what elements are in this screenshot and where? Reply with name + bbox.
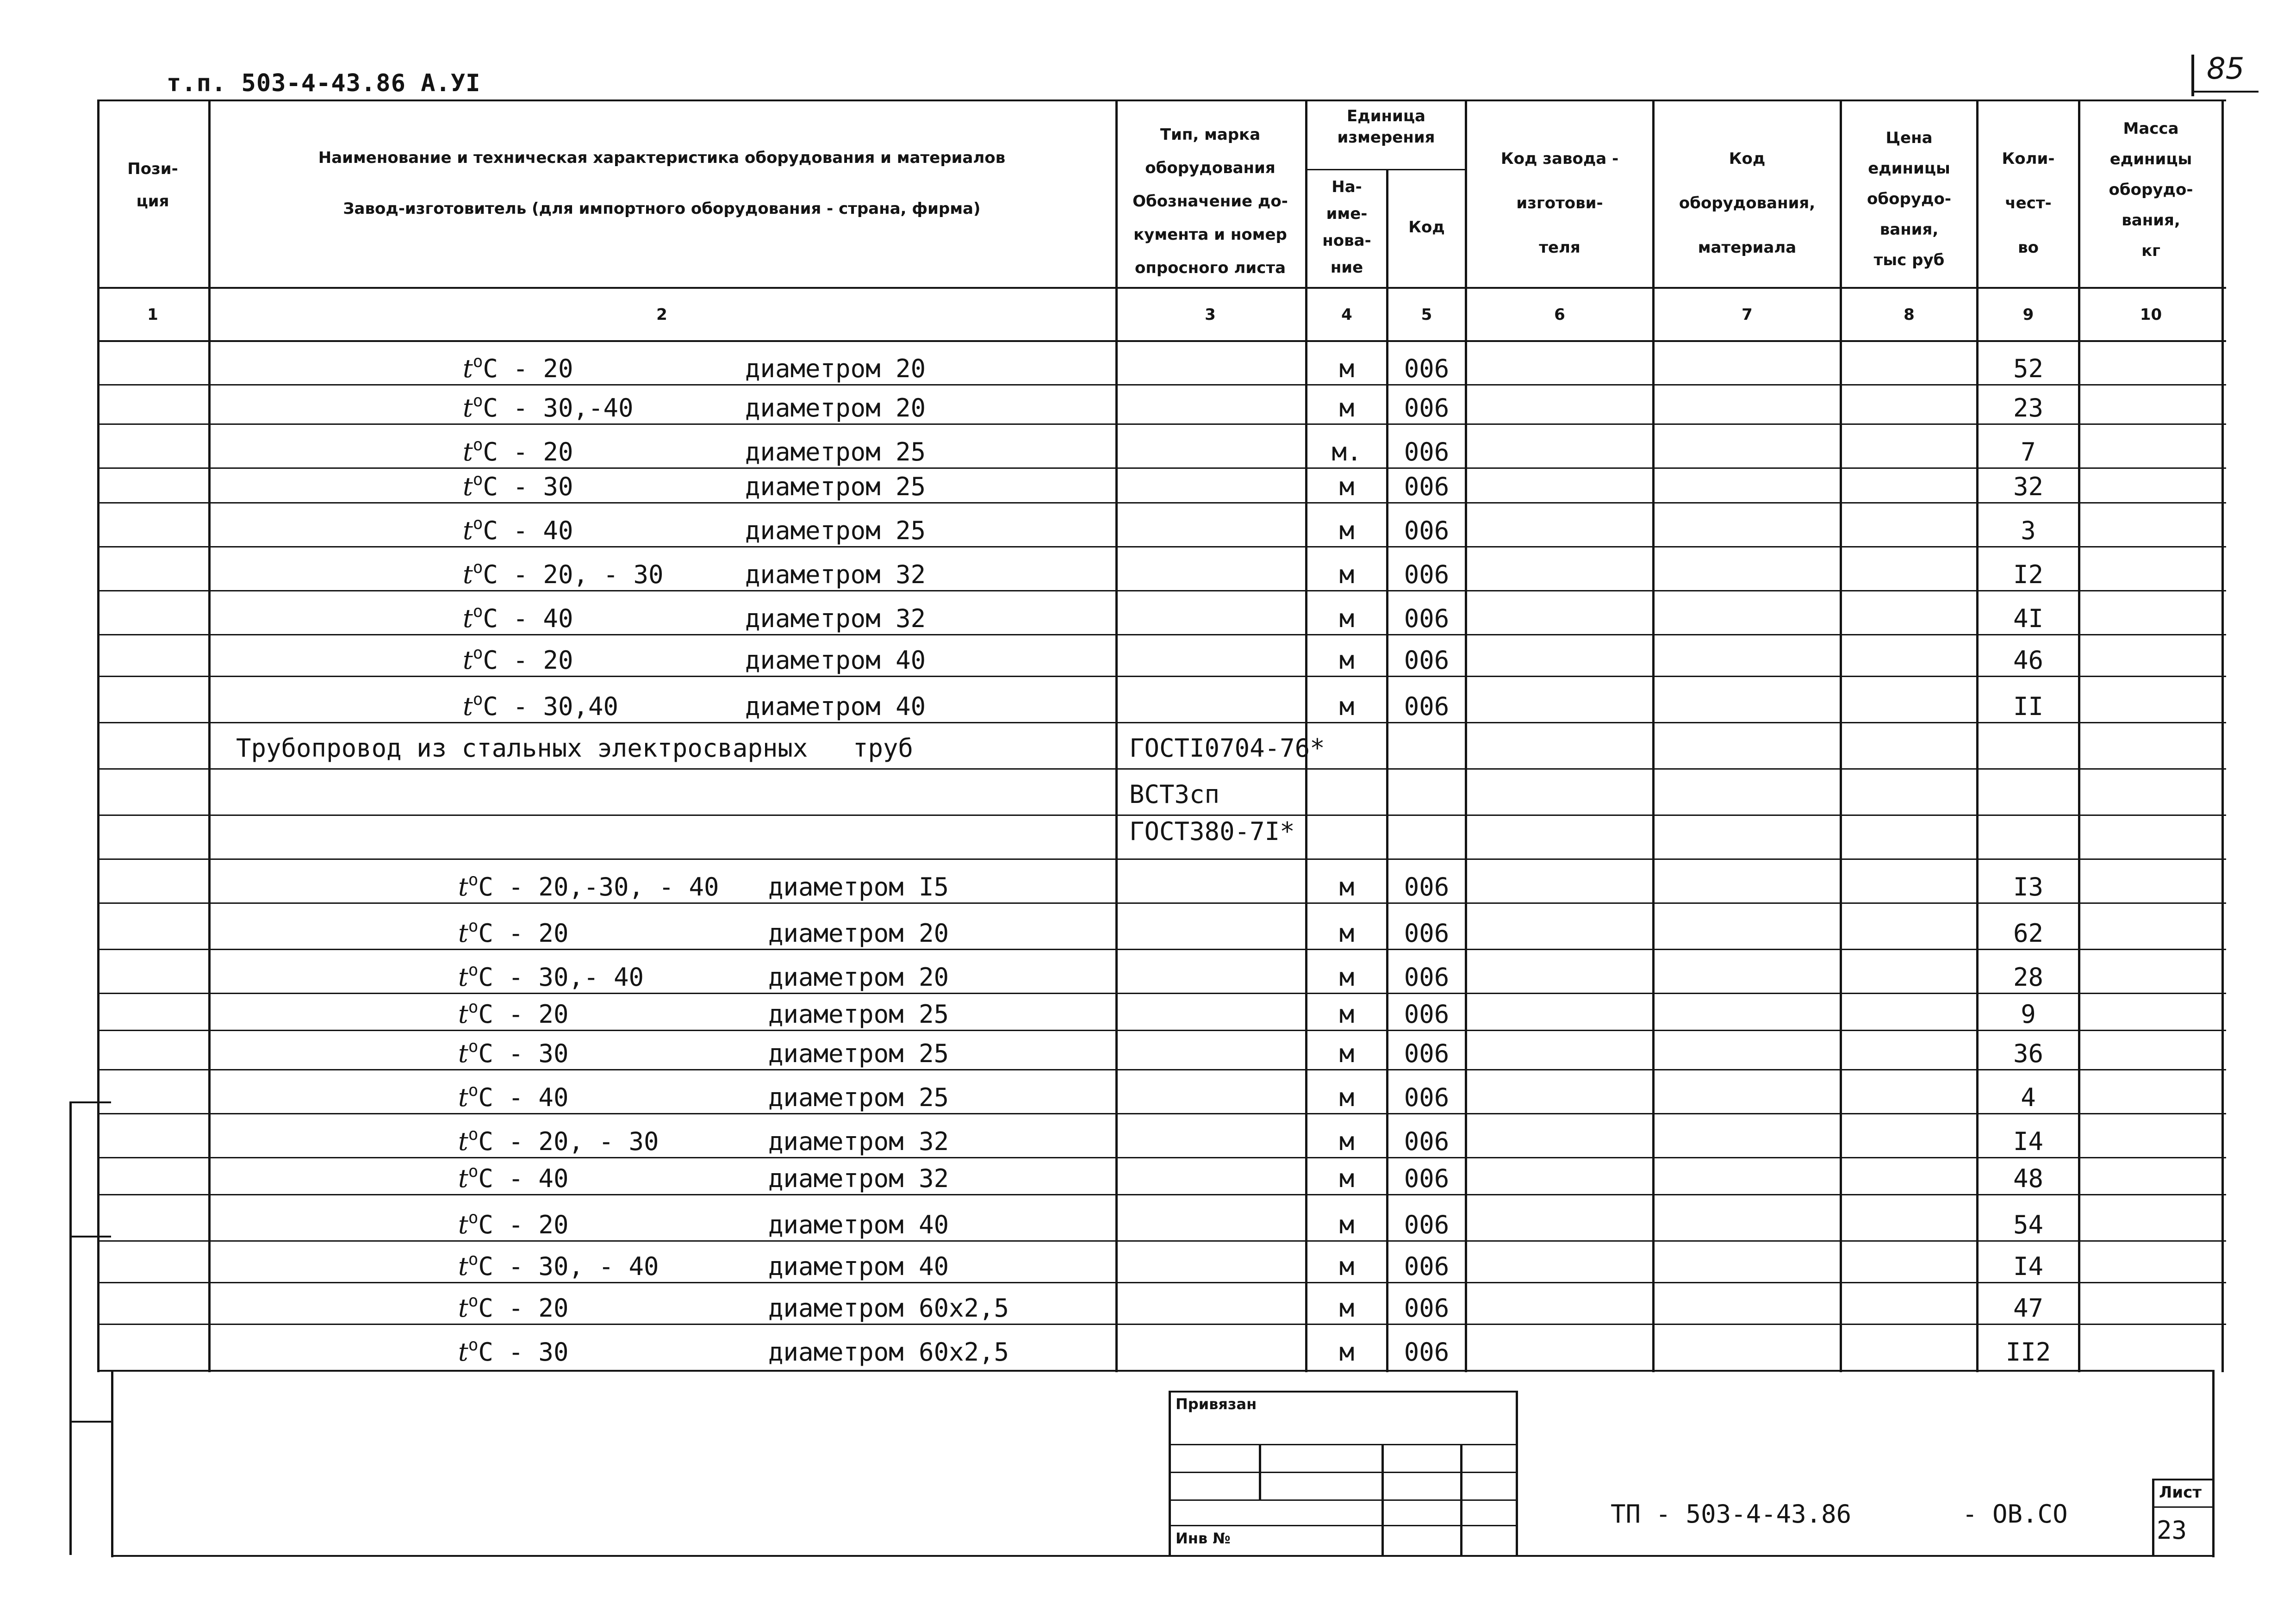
pipe-temperature-1 — [463, 392, 634, 423]
pipe2-quantity-6: I4 — [2013, 1127, 2044, 1156]
row-divider — [97, 590, 2226, 591]
pipe2-unit-name-1: м — [1339, 919, 1355, 948]
col-border-7 — [1840, 99, 1842, 1372]
pipe2-unit-code-7: 006 — [1404, 1164, 1450, 1193]
degree-sign: o — [473, 602, 483, 621]
table-bottom-border — [97, 1370, 2212, 1372]
unit-code-7: 006 — [1404, 646, 1450, 675]
temp-value: C - 40 — [483, 516, 573, 545]
sheet-label: Лист — [2159, 1483, 2202, 1502]
table-top-border — [97, 99, 2226, 101]
quantity-1: 23 — [2013, 393, 2044, 423]
col-border-5 — [1465, 99, 1467, 1372]
header-position: Пози- ция — [127, 160, 178, 211]
pipe2-quantity-9: I4 — [2013, 1252, 2044, 1281]
row-divider — [97, 1069, 2226, 1070]
colnum-5: 5 — [1421, 305, 1432, 324]
pipe2-diameter-1: диаметром 20 — [768, 919, 949, 948]
colnum-7: 7 — [1742, 305, 1753, 324]
colnum-9: 9 — [2022, 305, 2034, 324]
pipe2-quantity-1: 62 — [2013, 919, 2044, 948]
pipe2-temperature-11 — [458, 1336, 569, 1367]
section-doc-2: ВСТ3сп — [1129, 780, 1220, 809]
header-bottom-border — [97, 287, 2226, 289]
degree-sign: o — [468, 961, 479, 980]
row-divider — [97, 1030, 2226, 1031]
temp-value: C - 40 — [478, 1083, 569, 1112]
temp-value: C - 20 — [478, 919, 569, 948]
row-divider — [97, 1240, 2226, 1242]
pipe2-diameter-9: диаметром 40 — [768, 1252, 949, 1281]
section-row-divider — [97, 815, 2226, 816]
page-number-bar — [2191, 55, 2194, 96]
pipe2-temperature-8 — [458, 1208, 569, 1239]
pipe2-unit-name-4: м — [1339, 1039, 1355, 1068]
unit-code-6: 006 — [1404, 604, 1450, 633]
temp-value: C - 20 — [483, 354, 573, 383]
page-number-underline — [2194, 91, 2259, 93]
pipe2-unit-name-5: м — [1339, 1083, 1355, 1112]
colnum-1: 1 — [147, 305, 158, 324]
col-border-10 — [2221, 99, 2224, 1372]
pipe2-unit-name-8: м — [1339, 1210, 1355, 1239]
pipe2-diameter-10: диаметром 60х2,5 — [768, 1293, 1009, 1323]
pipe2-diameter-4: диаметром 25 — [768, 1039, 949, 1068]
unit-code-1: 006 — [1404, 393, 1450, 423]
pipe2-unit-code-3: 006 — [1404, 1000, 1450, 1029]
pipe2-unit-code-6: 006 — [1404, 1127, 1450, 1156]
colnum-bottom-border — [97, 340, 2226, 342]
colnum-3: 3 — [1205, 305, 1216, 324]
colnum-10: 10 — [2140, 305, 2162, 324]
header-name-line2: Завод-изготовитель (для импортного оборудования - страна, фирма) — [343, 199, 981, 218]
temp-symbol: t — [458, 1293, 468, 1323]
colnum-8: 8 — [1904, 305, 1915, 324]
pipe2-diameter-7: диаметром 32 — [768, 1164, 949, 1193]
temp-value: C - 20 — [478, 1293, 569, 1323]
header-unit-code: Код — [1408, 218, 1445, 236]
temp-value: C - 20 — [478, 1210, 569, 1239]
temp-symbol: t — [463, 516, 473, 545]
document-code: т.п. 503-4-43.86 А.УI — [167, 69, 481, 97]
unit-group-divider — [1305, 169, 1465, 170]
pipe2-quantity-8: 54 — [2013, 1210, 2044, 1239]
temp-value: C - 30,-40 — [483, 393, 634, 423]
degree-sign: o — [468, 1336, 479, 1355]
section-row-divider — [97, 768, 2226, 770]
header-mass: Масса единицы оборудо- вания, кг — [2109, 119, 2193, 260]
header-factory-code: Код завода - изготови- теля — [1500, 149, 1619, 257]
pipe2-temperature-6 — [458, 1125, 659, 1156]
colnum-2: 2 — [656, 305, 667, 324]
col-border-9 — [2078, 99, 2080, 1372]
degree-sign: o — [473, 352, 483, 371]
pipe2-quantity-2: 28 — [2013, 963, 2044, 992]
temp-symbol: t — [463, 646, 473, 675]
pipe2-unit-code-2: 006 — [1404, 963, 1450, 992]
quantity-5: I2 — [2013, 560, 2044, 589]
temp-symbol: t — [463, 472, 473, 501]
degree-sign: o — [468, 1250, 479, 1269]
temp-symbol: t — [463, 692, 473, 721]
pipe-diameter-0: диаметром 20 — [745, 354, 926, 383]
unit-code-8: 006 — [1404, 692, 1450, 721]
header-name-line1: Наименование и техническая характеристика оборудования и материалов — [318, 149, 1006, 167]
pipe-diameter-6: диаметром 32 — [745, 604, 926, 633]
pipe-temperature-6 — [463, 602, 573, 633]
pipe2-unit-name-6: м — [1339, 1127, 1355, 1156]
quantity-4: 3 — [2021, 516, 2036, 545]
pipe2-unit-name-9: м — [1339, 1252, 1355, 1281]
page-number: 85 — [2207, 52, 2245, 86]
temp-value: C - 30,- 40 — [478, 963, 644, 992]
temp-value: C - 20, - 30 — [483, 560, 664, 589]
quantity-6: 4I — [2013, 604, 2044, 633]
row-divider — [97, 1194, 2226, 1195]
stamp-privyazan: Привязан — [1176, 1395, 1257, 1413]
quantity-7: 46 — [2013, 646, 2044, 675]
unit-name-7: м — [1339, 646, 1355, 675]
pipe2-unit-name-0: м — [1339, 872, 1355, 902]
row-divider — [97, 634, 2226, 635]
temp-symbol: t — [463, 560, 473, 589]
temp-symbol: t — [458, 1164, 468, 1193]
pipe2-unit-name-10: м — [1339, 1293, 1355, 1323]
footer-doc-code: ТП - 503-4-43.86 — [1611, 1499, 1852, 1529]
colnum-6: 6 — [1554, 305, 1565, 324]
pipe-temperature-8 — [463, 690, 618, 721]
pipe-temperature-5 — [463, 558, 664, 589]
pipe2-unit-code-9: 006 — [1404, 1252, 1450, 1281]
degree-sign: o — [473, 644, 483, 663]
degree-sign: o — [468, 1125, 479, 1144]
pipe-diameter-3: диаметром 25 — [745, 472, 926, 501]
pipe2-unit-name-7: м — [1339, 1164, 1355, 1193]
frame-left-border — [111, 1370, 113, 1557]
unit-name-2: м. — [1332, 437, 1362, 466]
pipe2-temperature-9 — [458, 1250, 659, 1281]
temp-symbol: t — [458, 872, 468, 902]
degree-sign: o — [473, 514, 483, 533]
pipe2-temperature-7 — [458, 1162, 569, 1193]
pipe-diameter-8: диаметром 40 — [745, 692, 926, 721]
row-divider — [97, 502, 2226, 504]
unit-name-8: м — [1339, 692, 1355, 721]
pipe2-quantity-10: 47 — [2013, 1293, 2044, 1323]
pipe-diameter-1: диаметром 20 — [745, 393, 926, 423]
temp-value: C - 20 — [483, 646, 573, 675]
pipe2-diameter-2: диаметром 20 — [768, 963, 949, 992]
pipe-diameter-4: диаметром 25 — [745, 516, 926, 545]
unit-code-4: 006 — [1404, 516, 1450, 545]
degree-sign: o — [473, 435, 483, 454]
degree-sign: o — [473, 690, 483, 709]
degree-sign: o — [468, 1081, 479, 1100]
temp-symbol: t — [463, 393, 473, 423]
degree-sign: o — [473, 558, 483, 577]
unit-code-5: 006 — [1404, 560, 1450, 589]
header-unit-group: Единица измерения — [1337, 107, 1435, 147]
pipe2-unit-code-5: 006 — [1404, 1083, 1450, 1112]
row-divider — [97, 949, 2226, 950]
row-divider — [97, 423, 2226, 425]
pipe2-unit-name-2: м — [1339, 963, 1355, 992]
row-divider — [97, 1113, 2226, 1114]
pipe2-quantity-11: II2 — [2005, 1337, 2051, 1367]
frame-bottom-border — [111, 1555, 2212, 1557]
row-divider — [97, 1157, 2226, 1158]
pipe2-temperature-2 — [458, 961, 644, 992]
temp-symbol: t — [458, 1127, 468, 1156]
pipe2-temperature-3 — [458, 998, 569, 1029]
degree-sign: o — [473, 470, 483, 489]
pipe-diameter-2: диаметром 25 — [745, 437, 926, 466]
pipe2-unit-name-11: м — [1339, 1337, 1355, 1367]
unit-name-3: м — [1339, 472, 1355, 501]
quantity-0: 52 — [2013, 354, 2044, 383]
row-divider — [97, 467, 2226, 469]
row-divider — [97, 676, 2226, 677]
temp-symbol: t — [458, 1083, 468, 1112]
col-border-6 — [1652, 99, 1655, 1372]
degree-sign: o — [468, 871, 479, 889]
degree-sign: o — [468, 998, 479, 1017]
unit-name-5: м — [1339, 560, 1355, 589]
degree-sign: o — [468, 1037, 479, 1056]
temp-value: C - 30 — [478, 1337, 569, 1367]
degree-sign: o — [473, 392, 483, 410]
unit-name-0: м — [1339, 354, 1355, 383]
temp-value: C - 30,40 — [483, 692, 618, 721]
pipe2-unit-code-8: 006 — [1404, 1210, 1450, 1239]
pipe-temperature-4 — [463, 514, 573, 545]
temp-value: C - 40 — [483, 604, 573, 633]
col-border-0 — [97, 99, 100, 1372]
pipe2-temperature-1 — [458, 917, 569, 948]
header-equipment-code: Код оборудования, материала — [1679, 149, 1816, 257]
temp-symbol: t — [463, 354, 473, 383]
temp-symbol: t — [458, 919, 468, 948]
degree-sign: o — [468, 917, 479, 936]
footer-suffix: - ОВ.СО — [1962, 1499, 2068, 1529]
unit-code-0: 006 — [1404, 354, 1450, 383]
colnum-4: 4 — [1341, 305, 1352, 324]
pipe2-diameter-3: диаметром 25 — [768, 1000, 949, 1029]
pipe-diameter-5: диаметром 32 — [745, 560, 926, 589]
temp-symbol: t — [458, 963, 468, 992]
degree-sign: o — [468, 1162, 479, 1181]
quantity-3: 32 — [2013, 472, 2044, 501]
pipe2-quantity-0: I3 — [2013, 872, 2044, 902]
temp-symbol: t — [458, 1039, 468, 1068]
temp-symbol: t — [463, 437, 473, 466]
pipe2-unit-code-1: 006 — [1404, 919, 1450, 948]
pipe2-unit-name-3: м — [1339, 1000, 1355, 1029]
pipe2-diameter-5: диаметром 25 — [768, 1083, 949, 1112]
unit-name-1: м — [1339, 393, 1355, 423]
temp-value: C - 30 — [478, 1039, 569, 1068]
temp-value: C - 20, - 30 — [478, 1127, 659, 1156]
section-doc-1: ГОСТI0704-76* — [1129, 734, 1325, 763]
col-border-1 — [208, 99, 211, 1372]
section-row-divider — [97, 858, 2226, 860]
frame-right-border — [2212, 1370, 2215, 1557]
pipe2-temperature-10 — [458, 1292, 569, 1323]
header-type: Тип, марка оборудования Обозначение до- кумента и номер опросного листа — [1132, 125, 1288, 277]
quantity-2: 7 — [2021, 437, 2036, 466]
temp-symbol: t — [458, 1252, 468, 1281]
temp-value: C - 20 — [478, 1000, 569, 1029]
col-border-2 — [1115, 99, 1118, 1372]
pipe2-unit-code-11: 006 — [1404, 1337, 1450, 1367]
row-divider — [97, 993, 2226, 994]
row-divider — [97, 722, 2226, 723]
pipe2-quantity-7: 48 — [2013, 1164, 2044, 1193]
temp-value: C - 30, - 40 — [478, 1252, 659, 1281]
pipe2-diameter-8: диаметром 40 — [768, 1210, 949, 1239]
row-divider — [97, 1282, 2226, 1283]
header-price: Цена единицы оборудо- вания, тыс руб — [1867, 129, 1951, 269]
row-divider — [97, 902, 2226, 904]
pipe2-diameter-0: диаметром I5 — [768, 872, 949, 902]
pipe-temperature-2 — [463, 435, 573, 466]
pipe2-quantity-3: 9 — [2021, 1000, 2036, 1029]
temp-value: C - 30 — [483, 472, 573, 501]
pipe-diameter-7: диаметром 40 — [745, 646, 926, 675]
temp-symbol: t — [463, 604, 473, 633]
unit-code-2: 006 — [1404, 437, 1450, 466]
pipe2-quantity-5: 4 — [2021, 1083, 2036, 1112]
pipe2-quantity-4: 36 — [2013, 1039, 2044, 1068]
section-doc-3: ГОСТ380-7I* — [1129, 817, 1295, 846]
temp-symbol: t — [458, 1337, 468, 1367]
pipe-temperature-7 — [463, 644, 573, 675]
pipe2-diameter-11: диаметром 60х2,5 — [768, 1337, 1009, 1367]
pipe2-temperature-5 — [458, 1081, 569, 1112]
pipe2-temperature-4 — [458, 1037, 569, 1068]
pipe-temperature-0 — [463, 352, 573, 383]
pipe2-unit-code-0: 006 — [1404, 872, 1450, 902]
section-title: Трубопровод из стальных электросварных труб — [236, 734, 913, 763]
row-divider — [97, 546, 2226, 547]
pipe2-temperature-0 — [458, 871, 719, 902]
temp-value: C - 20,-30, - 40 — [478, 872, 719, 902]
unit-code-3: 006 — [1404, 472, 1450, 501]
col-border-4 — [1386, 169, 1388, 1372]
stamp-inv-no: Инв № — [1176, 1530, 1231, 1547]
unit-name-6: м — [1339, 604, 1355, 633]
unit-name-4: м — [1339, 516, 1355, 545]
header-unit-name: На- име- нова- ние — [1322, 178, 1371, 277]
degree-sign: o — [468, 1292, 479, 1311]
temp-value: C - 20 — [483, 437, 573, 466]
temp-value: C - 40 — [478, 1164, 569, 1193]
pipe2-unit-code-10: 006 — [1404, 1293, 1450, 1323]
row-divider — [97, 1324, 2226, 1325]
degree-sign: o — [468, 1208, 479, 1227]
pipe2-diameter-6: диаметром 32 — [768, 1127, 949, 1156]
temp-symbol: t — [458, 1210, 468, 1239]
temp-symbol: t — [458, 1000, 468, 1029]
row-divider — [97, 384, 2226, 386]
pipe2-unit-code-4: 006 — [1404, 1039, 1450, 1068]
sheet-number: 23 — [2157, 1516, 2187, 1545]
pipe-temperature-3 — [463, 470, 573, 501]
header-quantity: Коли- чест- во — [2002, 149, 2055, 257]
quantity-8: II — [2013, 692, 2044, 721]
